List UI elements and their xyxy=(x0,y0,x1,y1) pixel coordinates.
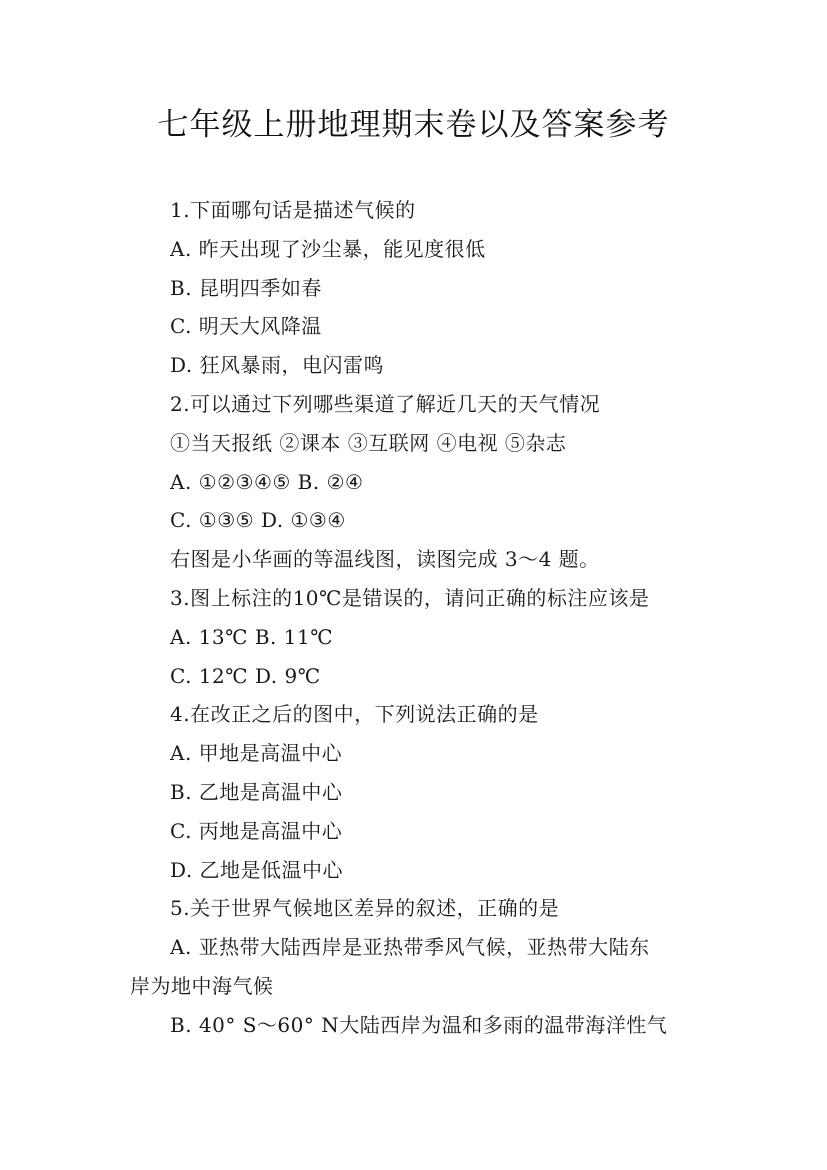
text-line: 1.下面哪句话是描述气候的 xyxy=(170,198,416,222)
question-list xyxy=(0,191,827,1045)
text-line: 右图是小华画的等温线图，读图完成 3～4 题。 xyxy=(170,547,600,572)
text-line: A. 亚热带大陆西岸是亚热带季风气候，亚热带大陆东 xyxy=(170,935,650,960)
text-line: B. 昆明四季如春 xyxy=(170,275,322,300)
text-line: 4.在改正之后的图中，下列说法正确的是 xyxy=(170,702,539,727)
text-line: A. 13℃ B. 11℃ xyxy=(170,624,334,649)
page-title: 七年级上册地理期末卷以及答案参考 xyxy=(157,107,670,143)
text-line: C. 明天大风降温 xyxy=(170,314,322,339)
text-line: A. 甲地是高温中心 xyxy=(170,741,343,766)
text-line: B. 40° S～60° N大陆西岸为温和多雨的温带海洋性气 xyxy=(170,1012,668,1037)
text-line: A. ①②③④⑤ B. ②④ xyxy=(170,469,364,494)
text-line: 3.图上标注的10℃是错误的，请问正确的标注应该是 xyxy=(170,585,650,610)
text-line: C. 丙地是高温中心 xyxy=(170,818,343,843)
text-line: 岸为地中海气候 xyxy=(130,973,274,998)
text-line: 2.可以通过下列哪些渠道了解近几天的天气情况 xyxy=(170,391,601,416)
text-line: D. 乙地是低温中心 xyxy=(170,857,344,882)
text-line: B. 乙地是高温中心 xyxy=(170,779,343,804)
text-line: C. 12℃ D. 9℃ xyxy=(170,663,321,688)
text-line: A. 昨天出现了沙尘暴，能见度很低 xyxy=(170,236,486,261)
text-line: C. ①③⑤ D. ①③④ xyxy=(170,508,346,533)
text-line: D. 狂风暴雨，电闪雷鸣 xyxy=(170,353,385,378)
text-line: 5.关于世界气候地区差异的叙述，正确的是 xyxy=(170,896,560,921)
text-line: ①当天报纸 ②课本 ③互联网 ④电视 ⑤杂志 xyxy=(170,430,567,455)
